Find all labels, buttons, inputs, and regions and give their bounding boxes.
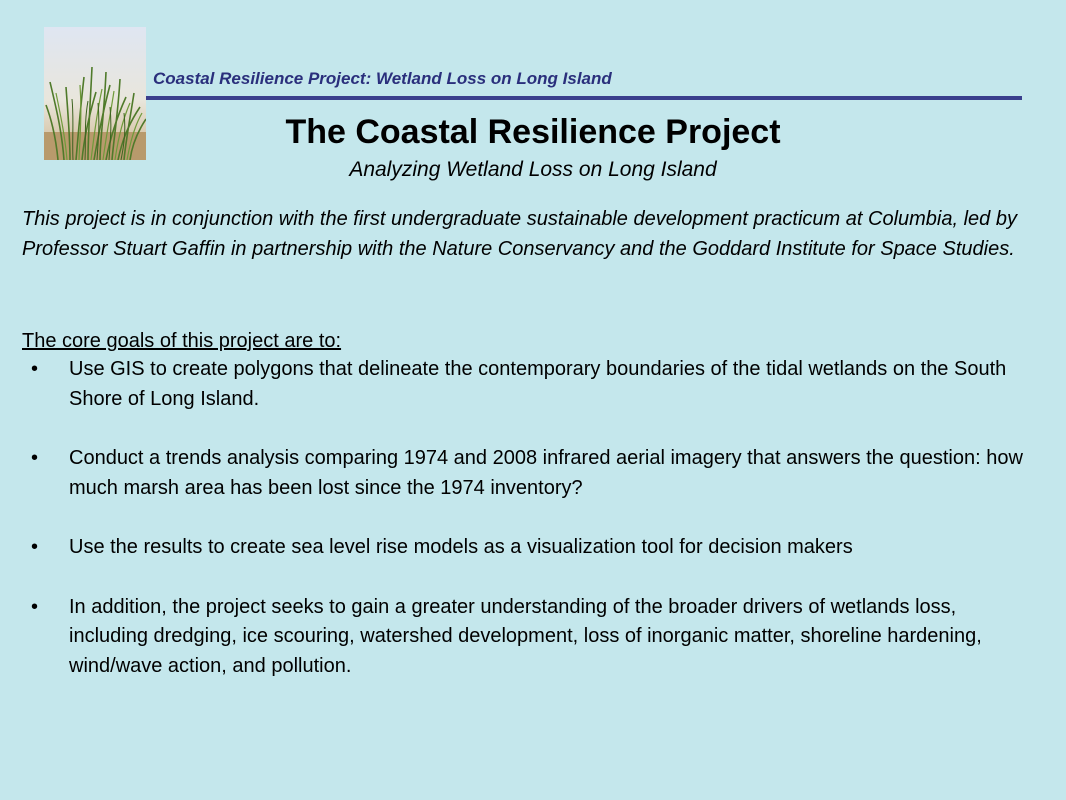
- list-item: [22, 593, 1032, 682]
- goals-list: [22, 355, 1032, 711]
- goal-text: Use GIS to create polygons that delineate the contemporary boundaries of the tidal wetlands on the South Shore of Long Island.: [69, 358, 1007, 410]
- bullet-icon: •: [31, 536, 39, 558]
- goals-heading: The core goals of this project are to:: [22, 330, 342, 352]
- list-item: [22, 355, 1032, 414]
- bullet-icon: •: [31, 447, 39, 469]
- page-title: The Coastal Resilience Project: [285, 113, 781, 151]
- goal-text: In addition, the project seeks to gain a greater understanding of the broader drivers of wetlands loss, including dredging, ice scouring, watershed development, loss of inorganic matter, shoreline hardening, wind/wave action, and pollution.: [69, 595, 982, 677]
- header-divider: [146, 96, 1022, 100]
- header-project-title: Coastal Resilience Project: Wetland Loss on Long Island: [153, 69, 612, 88]
- list-item: [22, 444, 1032, 503]
- intro-paragraph: This project is in conjunction with the first undergraduate sustainable development practicum at Columbia, led by Professor Stuart Gaffin in partnership with the Nature Conservancy and the Goddard Institute for Space Studies.: [22, 208, 1017, 260]
- bullet-icon: •: [31, 358, 39, 380]
- goal-text: Conduct a trends analysis comparing 1974 and 2008 infrared aerial imagery that answers the question: how much marsh area has been lost since the 1974 inventory?: [69, 447, 1023, 499]
- goal-text: Use the results to create sea level rise models as a visualization tool for decision makers: [69, 536, 853, 558]
- bullet-icon: •: [31, 595, 39, 618]
- list-item: [22, 533, 1032, 563]
- page-subtitle: Analyzing Wetland Loss on Long Island: [349, 158, 717, 181]
